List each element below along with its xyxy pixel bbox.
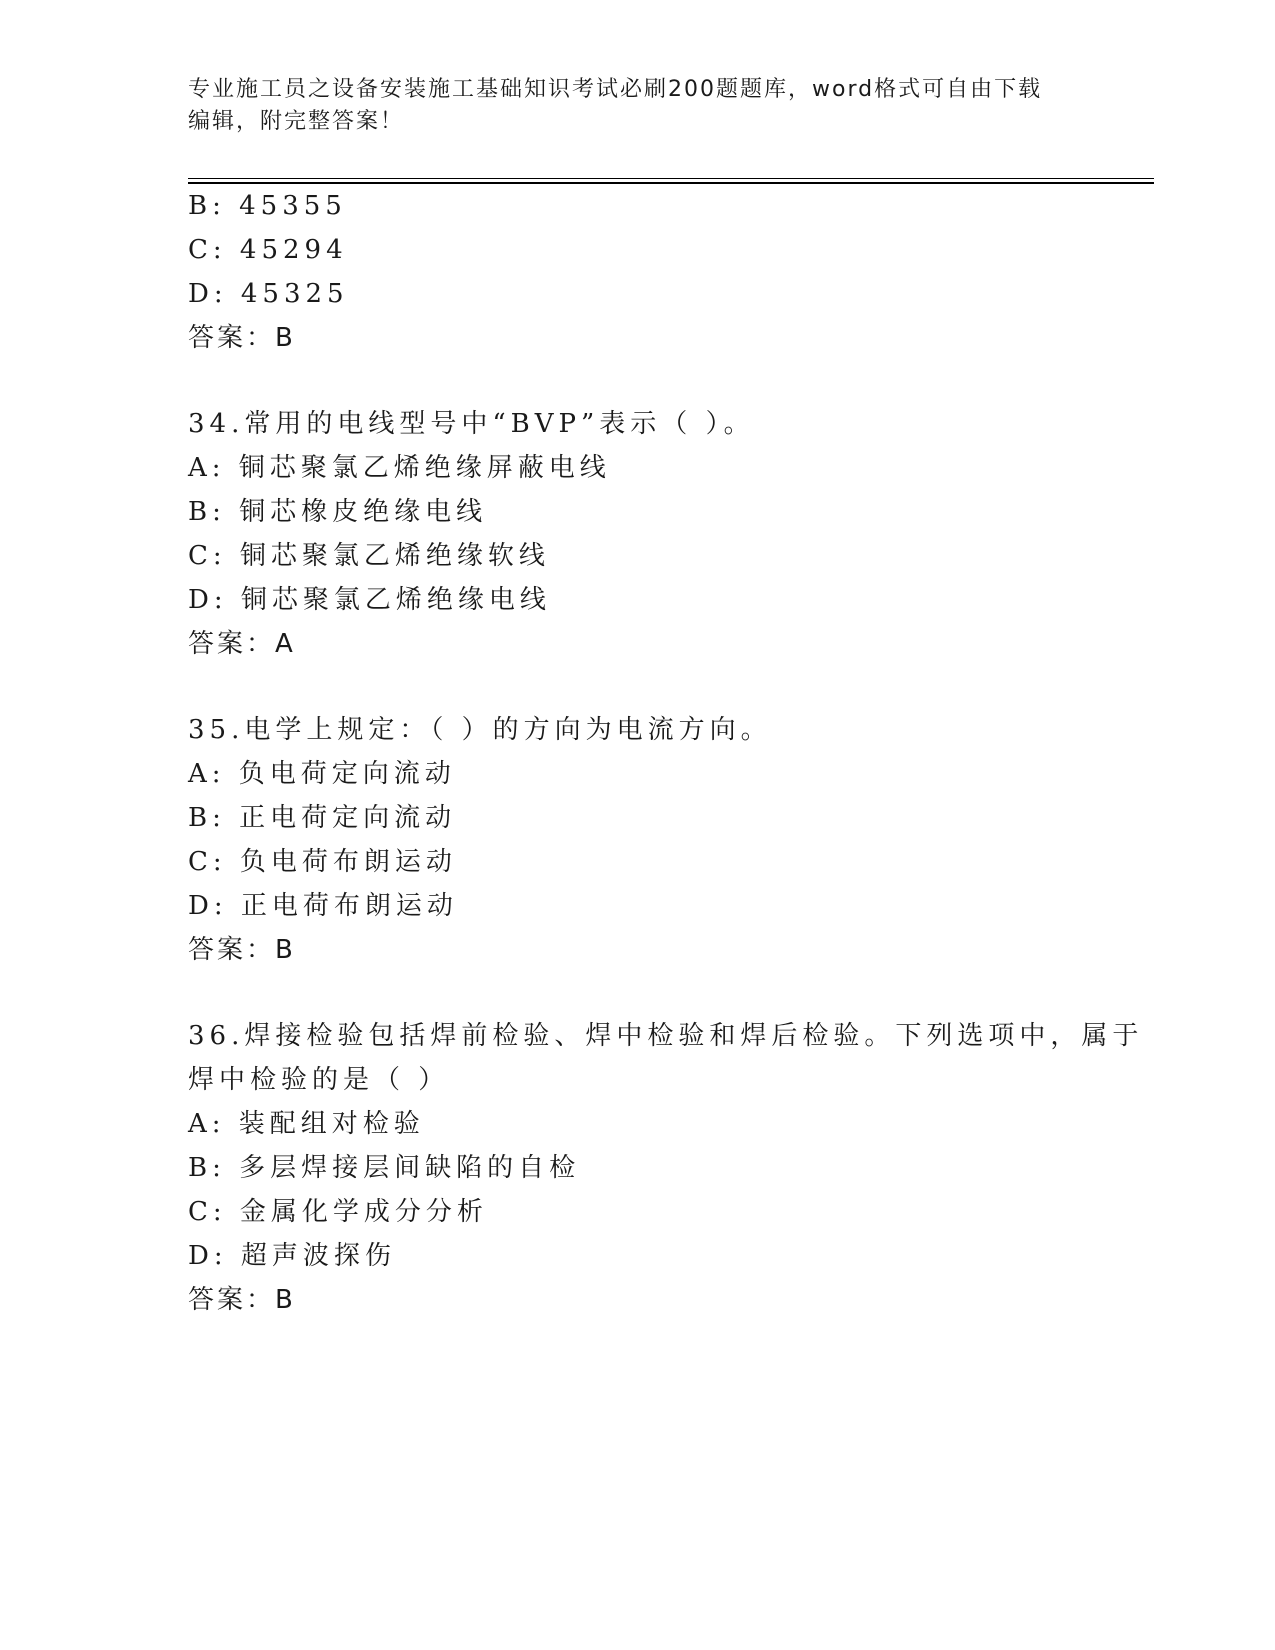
option-d: D: 45325: [188, 279, 349, 309]
option-c: C: 45294: [188, 235, 348, 265]
option-b: B: 正电荷定向流动: [188, 803, 457, 833]
document-header: [188, 74, 1068, 138]
header-divider-thick: [188, 182, 1154, 184]
header-line-2: 编辑，附完整答案！: [188, 109, 405, 134]
option-d: D: 正电荷布朗运动: [188, 891, 458, 921]
option-a: A: 铜芯聚氯乙烯绝缘屏蔽电线: [188, 453, 611, 483]
option-d: D: 超声波探伤: [188, 1241, 396, 1271]
option-c: C: 铜芯聚氯乙烯绝缘软线: [188, 541, 550, 571]
question-stem-line-2: 焊中检验的是（ ）: [188, 1065, 450, 1095]
option-a: A: 装配组对检验: [188, 1109, 425, 1139]
option-b: B: 铜芯橡皮绝缘电线: [188, 497, 488, 527]
option-b: B: 45355: [188, 191, 347, 221]
question-stem: 35.电学上规定：（ ）的方向为电流方向。: [188, 715, 772, 745]
option-c: C: 金属化学成分分析: [188, 1197, 488, 1227]
header-divider-thin: [188, 178, 1154, 179]
option-c: C: 负电荷布朗运动: [188, 847, 457, 877]
header-line-1: 专业施工员之设备安装施工基础知识考试必刷200题题库，word格式可自由下载: [188, 77, 1043, 102]
answer-line: 答案：B: [188, 935, 296, 965]
option-d: D: 铜芯聚氯乙烯绝缘电线: [188, 585, 551, 615]
answer-line: 答案：A: [188, 629, 296, 659]
option-b: B: 多层焊接层间缺陷的自检: [188, 1153, 581, 1183]
question-stem: 34.常用的电线型号中“BVP”表示（ ）。: [188, 409, 755, 439]
option-a: A: 负电荷定向流动: [188, 759, 456, 789]
answer-line: 答案：B: [188, 323, 296, 353]
answer-line: 答案：B: [188, 1285, 296, 1315]
question-stem-line-1: 36.焊接检验包括焊前检验、焊中检验和焊后检验。下列选项中，属于: [188, 1021, 1144, 1051]
